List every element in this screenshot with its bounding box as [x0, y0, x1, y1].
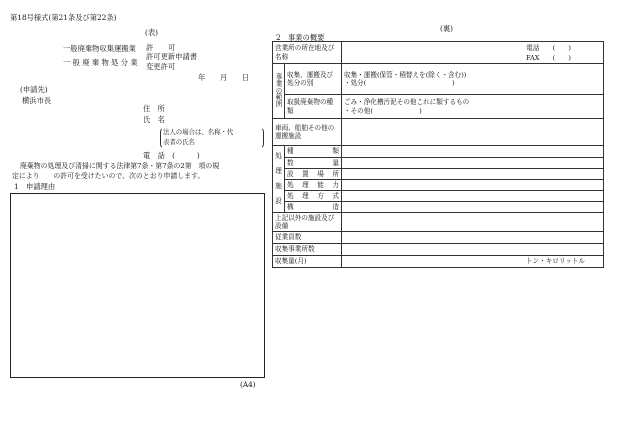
- facility-group-text: 処理施設: [275, 151, 282, 206]
- collection-amount-value[interactable]: [342, 256, 604, 268]
- facility-row-value-2[interactable]: [342, 169, 604, 180]
- facility-row-value-5[interactable]: [342, 202, 604, 213]
- office-cell[interactable]: [342, 42, 604, 64]
- waste-type-label: 取扱廃棄物の種類: [285, 95, 342, 119]
- body-line2: 定により の許可を受けたいので、次のとおり申請します。: [12, 172, 205, 180]
- facility-row-label-4: 処理方式: [285, 191, 342, 202]
- business-scope-text: 事業の範囲: [275, 72, 283, 109]
- employees-label: 従業員数: [273, 232, 342, 244]
- facility-row-value-4[interactable]: [342, 191, 604, 202]
- offices-count-value[interactable]: [342, 244, 604, 256]
- back-label: (裏): [440, 24, 453, 33]
- business-scope-label: [273, 64, 285, 119]
- form-number: 第18号様式(第21条及び第22条): [10, 13, 117, 22]
- vehicles-label: 車両、船舶その他の運搬施設: [273, 119, 342, 146]
- corp-note-line2: 表者の氏名: [163, 138, 195, 146]
- corp-note-line1: 法人の場合は、名称・代: [163, 128, 234, 136]
- office-fax: FAX ( ): [526, 53, 571, 62]
- collection-amount-label: 収集量(月): [273, 256, 342, 268]
- business-overview-table: [272, 41, 604, 268]
- permit-option-3: 変更許可: [146, 62, 176, 71]
- front-label: (表): [145, 28, 158, 37]
- permit-option-1: 許 可: [146, 43, 176, 52]
- collection-amount-unit: トン・キロリットル: [525, 257, 585, 266]
- other-facilities-label: 上記以外の施設及び設備: [273, 213, 342, 232]
- body-line1: 廃棄物の処理及び清掃に関する法律第7条・第7条の2第 項の規: [20, 162, 220, 170]
- collection-label: 収集、運搬及び処分の別: [285, 64, 342, 95]
- facility-row-label-1: 数 量: [285, 158, 342, 169]
- permit-option-2: 許可更新申請書: [146, 52, 198, 61]
- facility-row-value-3[interactable]: [342, 180, 604, 191]
- waste-type-value[interactable]: [342, 95, 604, 119]
- address-label: 住 所: [143, 104, 165, 113]
- other-facilities-value[interactable]: [342, 213, 604, 232]
- section-reason: 1 申請理由: [14, 182, 56, 191]
- page-size: (A4): [240, 380, 256, 389]
- facility-row-label-2: 設置場所: [285, 169, 342, 180]
- phone-label: 電 話 ( ): [143, 151, 200, 160]
- facility-row-label-0: 種 類: [285, 146, 342, 158]
- application-date: 年 月 日: [198, 73, 250, 82]
- vehicles-value[interactable]: [342, 119, 604, 146]
- waste-type-value-line2: ・その他( ): [344, 106, 422, 115]
- office-label: 営業所の所在地及び名称: [273, 42, 342, 64]
- collection-value[interactable]: [342, 64, 604, 95]
- facility-row-label-3: 処理能力: [285, 180, 342, 191]
- section-overview: 2 事業の概要: [276, 33, 325, 42]
- facility-row-value-1[interactable]: [342, 158, 604, 169]
- facility-group-label: [273, 146, 285, 213]
- waste-type-value-line1: ごみ・浄化槽汚泥その他これに類するもの: [344, 98, 470, 107]
- reason-textarea[interactable]: [10, 193, 265, 378]
- title-collection: 一般廃棄物収集運搬業: [63, 44, 136, 53]
- facility-row-value-0[interactable]: [342, 146, 604, 158]
- employees-value[interactable]: [342, 232, 604, 244]
- recipient: 横浜市長: [22, 96, 52, 105]
- offices-count-label: 収集事業所数: [273, 244, 342, 256]
- facility-row-label-5: 構 造: [285, 202, 342, 213]
- name-label: 氏 名: [143, 115, 165, 124]
- office-phone: 電話 ( ): [526, 43, 571, 52]
- recipient-label: (申請先): [20, 85, 48, 94]
- collection-value-line2: ・処分( ): [344, 79, 455, 87]
- title-disposal: 一 般 廃 棄 物 処 分 業: [63, 58, 138, 67]
- collection-value-line1: 収集・運搬(保管・積替えを(除く・含む)): [344, 70, 467, 79]
